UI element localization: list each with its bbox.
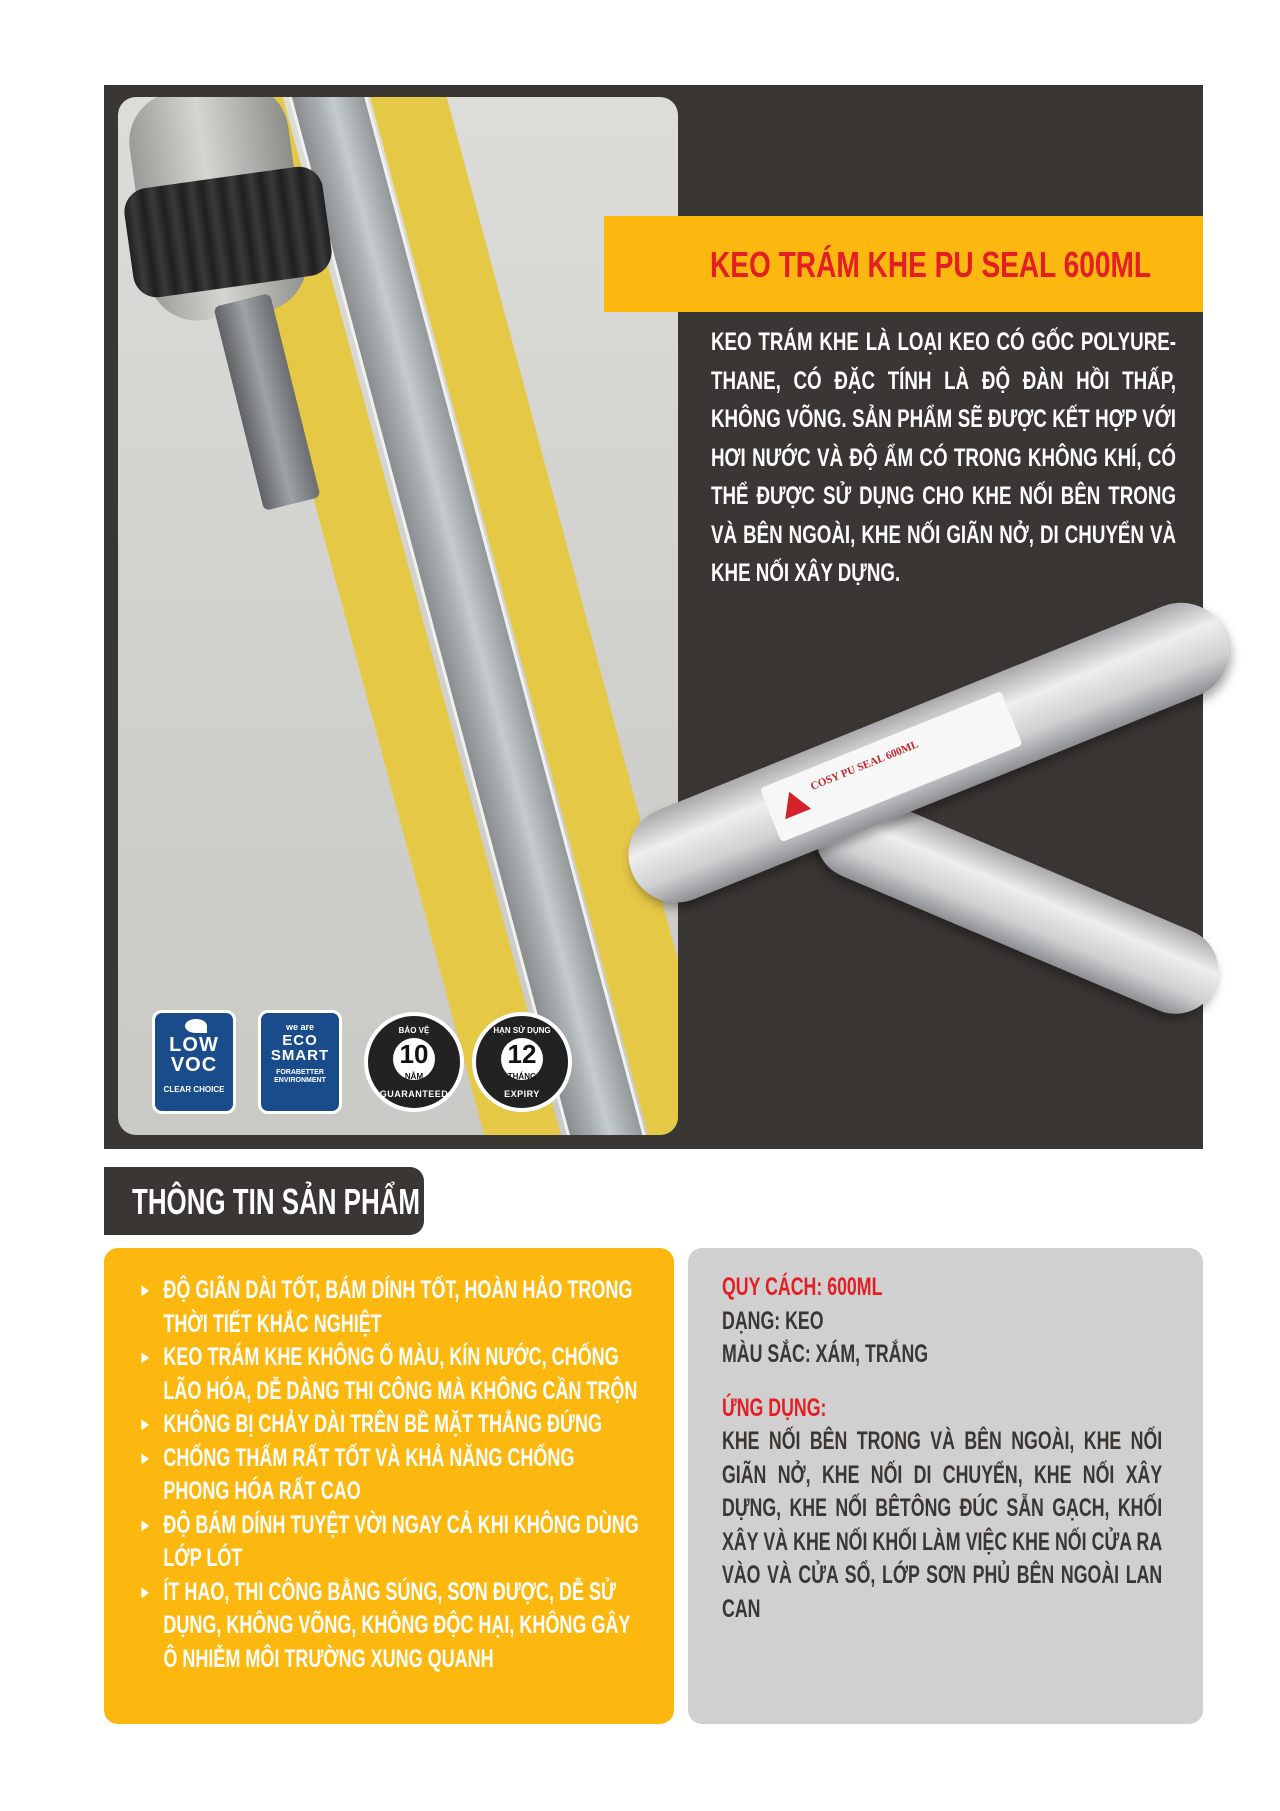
feature-text: ĐỘ GIÃN DÀI TỐT, BÁM DÍNH TỐT, HOÀN HẢO TRONG THỜI TIẾT KHẮC NGHIỆT <box>163 1276 633 1338</box>
features-list <box>136 1274 640 1676</box>
spec-color: MÀU SẮC: XÁM, TRẮNG <box>722 1340 929 1368</box>
low-voc-line1: LOW <box>169 1034 219 1056</box>
expiry-badge <box>472 1012 572 1112</box>
arrow-right-icon: ► <box>138 1414 152 1434</box>
arrow-right-icon: ► <box>138 1280 152 1300</box>
feature-item <box>136 1442 640 1509</box>
feature-item <box>136 1509 640 1576</box>
expiry-top: HẠN SỬ DỤNG <box>493 1026 551 1035</box>
guarantee-unit: NĂM <box>404 1072 424 1081</box>
arrow-right-icon: ► <box>138 1581 152 1602</box>
product-description: KEO TRÁM KHE LÀ LOẠI KEO CÓ GỐC POLYURE-THANE, CÓ ĐẶC TÍNH LÀ ĐỘ ĐÀN HỒI THẤP, KHÔNG VÕNG. SẢN PHẨM SẼ ĐƯỢC KẾT HỢP VỚI HƠI NƯỚC VÀ ĐỘ ẨM CÓ TRONG KHÔNG KHÍ, CÓ THỂ ĐƯỢC SỬ DỤNG CHO KHE NỐI BÊN TRONG VÀ BÊN NGOÀI, KHE NỐI GIÃN NỞ, DI CHUYỂN VÀ KHE NỐI XÂY DỰNG. <box>711 328 1176 587</box>
spec-application-title: ỨNG DỤNG: <box>722 1393 827 1422</box>
feature-item <box>136 1408 640 1442</box>
eco-smart-line1: ECO <box>282 1032 318 1049</box>
eco-smart-line2: SMART <box>270 1047 330 1064</box>
feature-text: KEO TRÁM KHE KHÔNG Ố MÀU, KÍN NƯỚC, CHỐNG LÃO HÓA, DỄ DÀNG THI CÔNG MÀ KHÔNG CẦN TRỘN <box>163 1343 638 1405</box>
brand-triangle-icon <box>776 786 811 819</box>
guarantee-badge <box>364 1012 464 1112</box>
certification-badges <box>152 1010 572 1120</box>
eco-smart-caption2: ENVIRONMENT <box>274 1077 326 1084</box>
application-photo <box>118 97 678 1135</box>
feature-item <box>136 1274 640 1341</box>
guarantee-number: 10 <box>393 1038 435 1080</box>
guarantee-bottom: GUARANTEED <box>379 1089 449 1099</box>
expiry-number: 12 <box>501 1038 543 1080</box>
expiry-unit: THÁNG <box>507 1072 537 1081</box>
spec-form: DẠNG: KEO <box>722 1306 824 1335</box>
tube-label-text: COSY PU SEAL 600ML <box>808 738 921 793</box>
feature-item <box>136 1576 640 1677</box>
guarantee-top: BẢO VỆ <box>398 1026 430 1035</box>
eco-smart-badge <box>258 1010 342 1114</box>
specs-block <box>722 1271 1162 1626</box>
spec-application-text: KHE NỐI BÊN TRONG VÀ BÊN NGOÀI, KHE NỐI GIÃN NỞ, KHE NỐI DI CHUYỂN, KHE NỐI XÂY DỰNG, KHE NỐI BÊTÔNG ĐÚC SẴN GẠCH, KHỐI XÂY VÀ KHE NỐI KHỐI LÀM VIỆC KHE NỐI CỬA RA VÀO VÀ CỬA SỔ, LỚP SƠN PHỦ BÊN NGOÀI LAN CAN <box>722 1427 1163 1623</box>
feature-text: KHÔNG BỊ CHẢY DÀI TRÊN BỀ MẶT THẲNG ĐỨNG <box>163 1410 602 1438</box>
feature-text: CHỐNG THẤM RẤT TỐT VÀ KHẢ NĂNG CHỐNG PHONG HÓA RẤT CAO <box>163 1443 575 1505</box>
eco-smart-top: we are <box>285 1022 315 1032</box>
feature-text: ĐỘ BÁM DÍNH TUYỆT VỜI NGAY CẢ KHI KHÔNG DÙNG LỚP LÓT <box>163 1510 639 1572</box>
low-voc-line2: VOC <box>170 1054 218 1076</box>
expiry-bottom: EXPIRY <box>504 1089 540 1099</box>
low-voc-badge <box>152 1010 236 1114</box>
feature-text: ÍT HAO, THI CÔNG BẰNG SÚNG, SƠN ĐƯỢC, DỄ SỬ DỤNG, KHÔNG VÕNG, KHÔNG ĐỘC HẠI, KHÔNG GÂY Ô NHIỄM MÔI TRƯỜNG XUNG QUANH <box>163 1577 631 1673</box>
eco-smart-caption1: FORABETTER <box>276 1069 324 1076</box>
section-title: THÔNG TIN SẢN PHẨM <box>132 1181 420 1222</box>
low-voc-caption: CLEAR CHOICE <box>163 1085 225 1094</box>
feature-item <box>136 1341 640 1408</box>
arrow-right-icon: ► <box>138 1514 152 1535</box>
spec-packaging: QUY CÁCH: 600ML <box>722 1273 883 1301</box>
product-title: KEO TRÁM KHE PU SEAL 600ML <box>710 244 1152 285</box>
arrow-right-icon: ► <box>138 1447 152 1468</box>
arrow-right-icon: ► <box>138 1347 152 1367</box>
leaf-icon <box>185 1019 207 1033</box>
